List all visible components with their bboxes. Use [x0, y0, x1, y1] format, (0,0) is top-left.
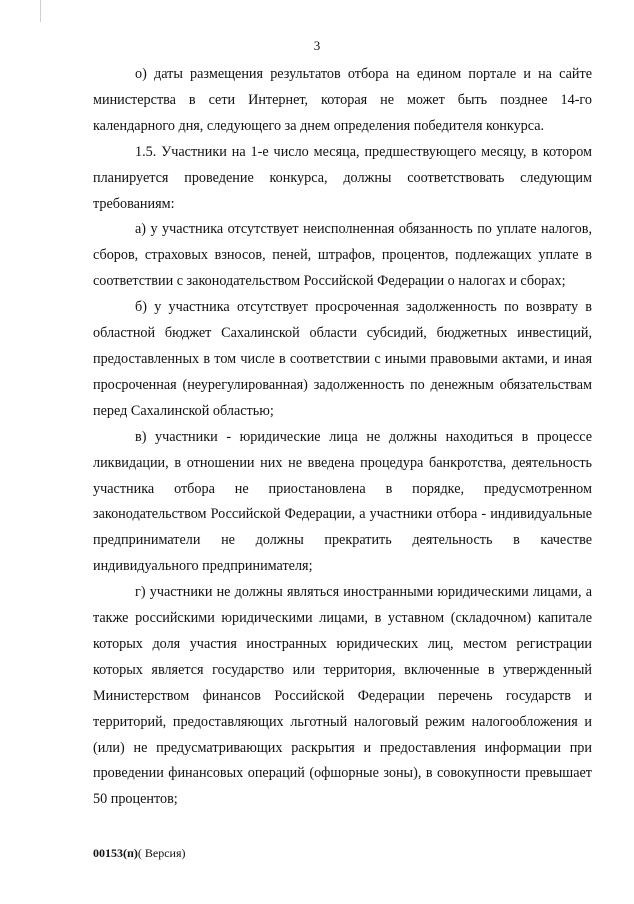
footer-version-label: ( Версия)	[137, 846, 186, 860]
document-body	[93, 62, 592, 813]
footer-document-code	[93, 846, 186, 861]
footer-code-number: 00153(п)	[93, 846, 138, 860]
paragraph-g-foreign-entities: г) участники не должны являться иностранными юридическими лицами, а также российскими юридическими лицами, в уставном (складочном) капитале которых доля участия иностранных юридических лиц, местом регистрации которых является государство или территория, включенные в утвержденный Министерством финансов Российской Федерации перечень государств и территорий, предоставляющих льготный налоговый режим налогообложения и (или) не предусматривающих раскрытия и предоставления информации при проведении финансовых операций (офшорные зоны), в совокупности превышает 50 процентов;	[93, 584, 592, 808]
paragraph-a-tax-obligations: а) у участника отсутствует неисполненная обязанность по уплате налогов, сборов, страховых взносов, пеней, штрафов, процентов, подлежащих уплате в соответствии с законодательством Российской Федерации о налогах и сборах;	[93, 221, 592, 290]
paragraph-b-overdue-debts: б) у участника отсутствует просроченная задолженность по возврату в областной бюджет Сахалинской области субсидий, бюджетных инвестиций, предоставленных в том числе в соответствии с иными правовыми актами, и иная просроченная (неурегулированная) задолженность по денежным обязательствам перед Сахалинской областью;	[93, 299, 592, 419]
paragraph-v-liquidation-status: в) участники - юридические лица не должны находиться в процессе ликвидации, в отношении них не введена процедура банкротства, деятельность участника отбора не приостановлена в порядке, предусмотренном законодательством Российской Федерации, а участники отбора - индивидуальные предприниматели не должны прекратить деятельность в качестве индивидуального предпринимателя;	[93, 428, 592, 575]
paragraph-1-5-participant-requirements: 1.5. Участники на 1-е число месяца, предшествующего месяцу, в котором планируется проведение конкурса, должны соответствовать следующим требованиям:	[93, 143, 592, 212]
page-number: 3	[313, 38, 321, 53]
scan-edge-line	[40, 0, 41, 22]
paragraph-o-publication-dates: о) даты размещения результатов отбора на едином портале и на сайте министерства в сети Интернет, которая не может быть позднее 14-го календарного дня, следующего за днем определения победителя конкурса.	[93, 66, 592, 134]
